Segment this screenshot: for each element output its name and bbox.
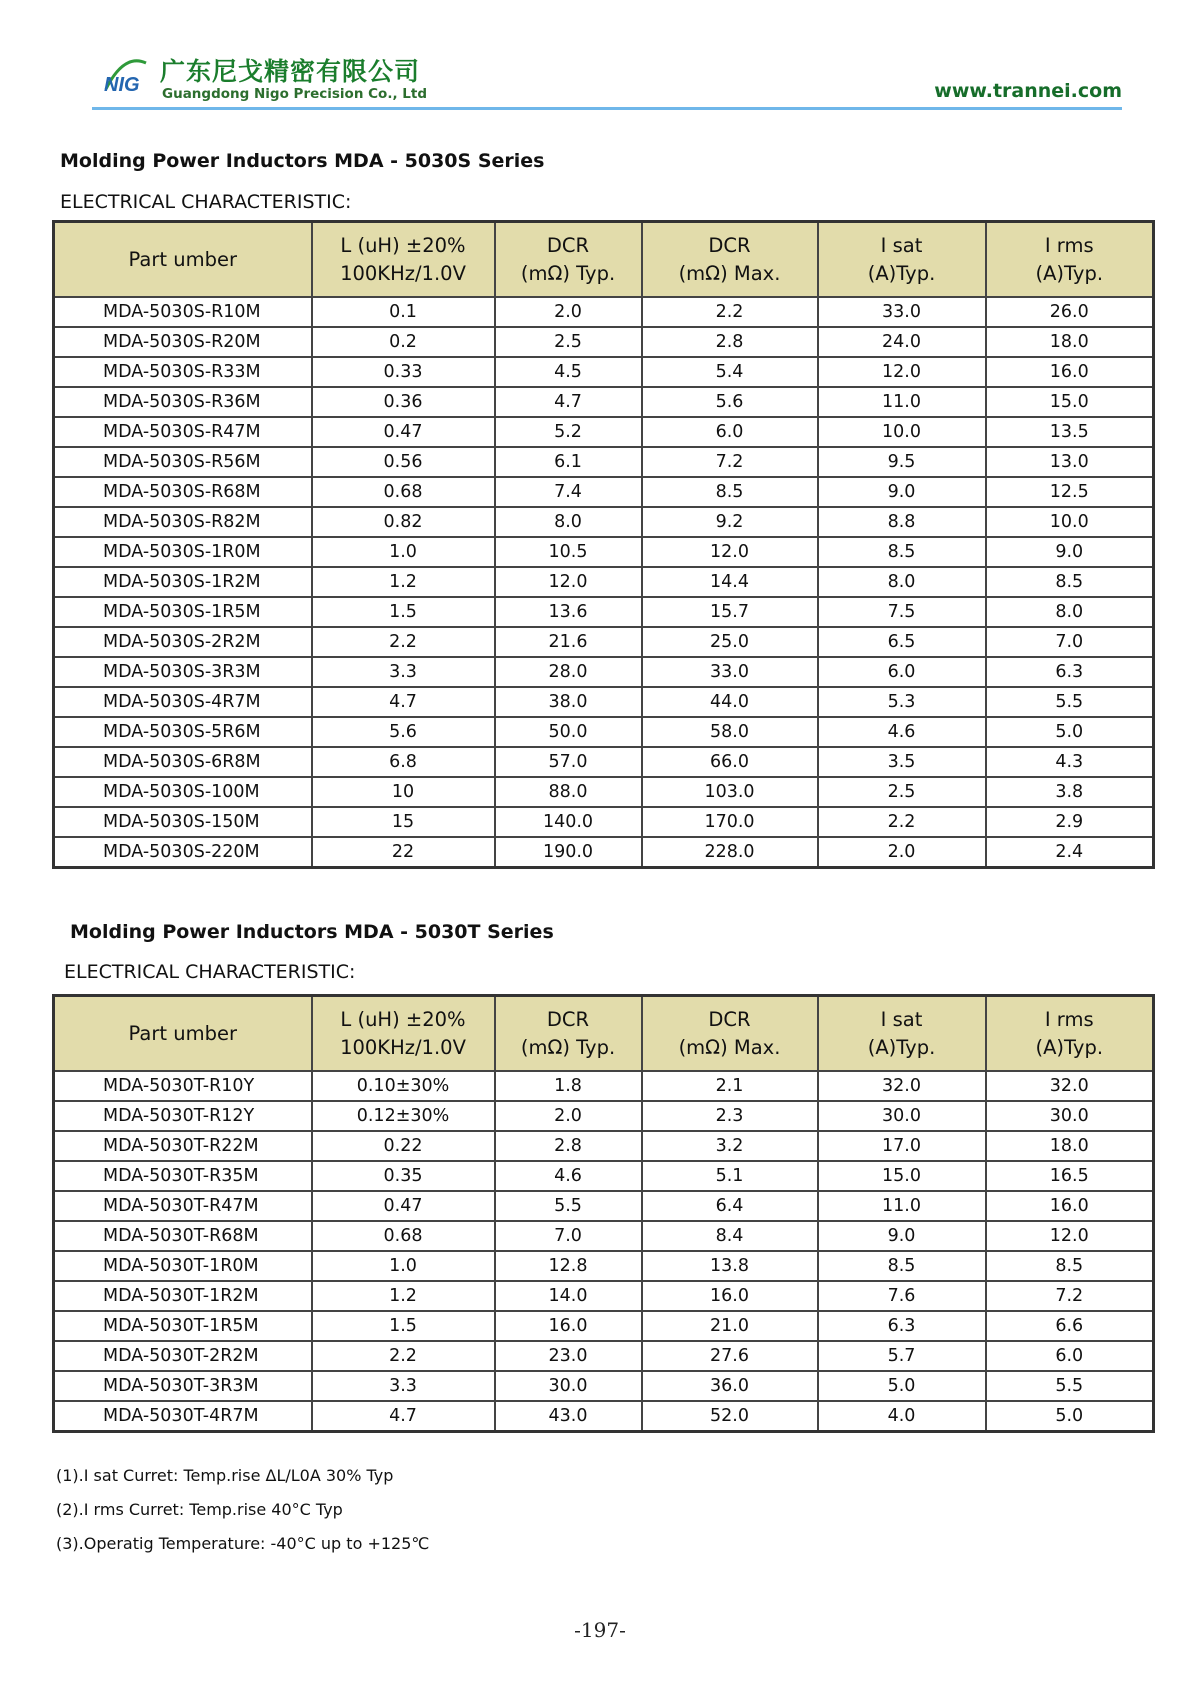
value-cell: 27.6 — [642, 1341, 818, 1371]
part-number-cell: MDA-5030T-1R2M — [54, 1281, 312, 1311]
table-row — [54, 1101, 1154, 1131]
value-cell: 14.4 — [642, 567, 818, 597]
table-row — [54, 1341, 1154, 1371]
part-number-cell: MDA-5030T-1R0M — [54, 1251, 312, 1281]
spec-table-5030t — [52, 994, 1155, 1433]
value-cell: 4.7 — [495, 387, 642, 417]
column-header — [818, 222, 986, 298]
value-cell: 10.5 — [495, 537, 642, 567]
column-header — [642, 996, 818, 1072]
value-cell: 1.5 — [312, 1311, 495, 1341]
value-cell: 1.8 — [495, 1071, 642, 1101]
part-number-cell: MDA-5030S-R36M — [54, 387, 312, 417]
value-cell: 30.0 — [986, 1101, 1154, 1131]
value-cell: 2.2 — [818, 807, 986, 837]
value-cell: 16.0 — [642, 1281, 818, 1311]
part-number-cell: MDA-5030S-150M — [54, 807, 312, 837]
value-cell: 0.35 — [312, 1161, 495, 1191]
value-cell: 21.0 — [642, 1311, 818, 1341]
value-cell: 5.5 — [495, 1191, 642, 1221]
value-cell: 17.0 — [818, 1131, 986, 1161]
column-header — [986, 996, 1154, 1072]
value-cell: 6.3 — [818, 1311, 986, 1341]
value-cell: 18.0 — [986, 1131, 1154, 1161]
table-row — [54, 837, 1154, 868]
company-logo — [102, 55, 150, 101]
value-cell: 228.0 — [642, 837, 818, 868]
table-row — [54, 447, 1154, 477]
value-cell: 2.2 — [642, 297, 818, 327]
value-cell: 15.0 — [818, 1161, 986, 1191]
logo-text: NIG — [104, 74, 140, 96]
value-cell: 1.0 — [312, 537, 495, 567]
value-cell: 140.0 — [495, 807, 642, 837]
column-header-line: Part umber — [128, 1021, 237, 1045]
table-row — [54, 327, 1154, 357]
part-number-cell: MDA-5030T-R35M — [54, 1161, 312, 1191]
table-row — [54, 1161, 1154, 1191]
value-cell: 5.6 — [312, 717, 495, 747]
column-header — [54, 996, 312, 1072]
table-row — [54, 477, 1154, 507]
value-cell: 16.0 — [986, 357, 1154, 387]
value-cell: 4.5 — [495, 357, 642, 387]
value-cell: 32.0 — [818, 1071, 986, 1101]
part-number-cell: MDA-5030S-R20M — [54, 327, 312, 357]
value-cell: 7.5 — [818, 597, 986, 627]
value-cell: 5.6 — [642, 387, 818, 417]
table-row — [54, 507, 1154, 537]
value-cell: 58.0 — [642, 717, 818, 747]
value-cell: 44.0 — [642, 687, 818, 717]
column-header-line: (A)Typ. — [1035, 1035, 1104, 1059]
value-cell: 13.8 — [642, 1251, 818, 1281]
column-header — [818, 996, 986, 1072]
table-row — [54, 567, 1154, 597]
column-header-line: I sat — [880, 1007, 923, 1031]
table-row — [54, 627, 1154, 657]
table-row — [54, 537, 1154, 567]
value-cell: 3.5 — [818, 747, 986, 777]
column-header-line: 100KHz/1.0V — [340, 261, 466, 285]
table-row — [54, 1071, 1154, 1101]
column-header-line: (mΩ) Max. — [678, 261, 781, 285]
value-cell: 11.0 — [818, 1191, 986, 1221]
section-s-title: Molding Power Inductors MDA - 5030S Series — [60, 150, 545, 172]
value-cell: 10.0 — [818, 417, 986, 447]
section-t-title: Molding Power Inductors MDA - 5030T Series — [70, 921, 554, 943]
value-cell: 14.0 — [495, 1281, 642, 1311]
value-cell: 2.8 — [642, 327, 818, 357]
value-cell: 1.2 — [312, 567, 495, 597]
column-header — [312, 222, 495, 298]
value-cell: 0.47 — [312, 1191, 495, 1221]
header-row — [54, 996, 1154, 1072]
value-cell: 8.5 — [818, 537, 986, 567]
part-number-cell: MDA-5030T-4R7M — [54, 1401, 312, 1432]
table-row — [54, 1311, 1154, 1341]
value-cell: 5.2 — [495, 417, 642, 447]
value-cell: 7.0 — [986, 627, 1154, 657]
value-cell: 0.2 — [312, 327, 495, 357]
value-cell: 12.0 — [642, 537, 818, 567]
column-header-line: L (uH) ±20% — [340, 1007, 466, 1031]
value-cell: 5.0 — [986, 1401, 1154, 1432]
part-number-cell: MDA-5030T-2R2M — [54, 1341, 312, 1371]
value-cell: 16.0 — [986, 1191, 1154, 1221]
value-cell: 8.5 — [642, 477, 818, 507]
value-cell: 0.68 — [312, 477, 495, 507]
table-row — [54, 297, 1154, 327]
value-cell: 2.8 — [495, 1131, 642, 1161]
column-header-line: (mΩ) Typ. — [520, 261, 616, 285]
value-cell: 2.0 — [495, 1101, 642, 1131]
value-cell: 6.1 — [495, 447, 642, 477]
value-cell: 4.7 — [312, 687, 495, 717]
value-cell: 10.0 — [986, 507, 1154, 537]
value-cell: 10 — [312, 777, 495, 807]
value-cell: 8.0 — [495, 507, 642, 537]
part-number-cell: MDA-5030S-3R3M — [54, 657, 312, 687]
part-number-cell: MDA-5030S-R33M — [54, 357, 312, 387]
value-cell: 9.0 — [818, 1221, 986, 1251]
value-cell: 5.4 — [642, 357, 818, 387]
value-cell: 25.0 — [642, 627, 818, 657]
value-cell: 7.2 — [642, 447, 818, 477]
column-header-line: (A)Typ. — [1035, 261, 1104, 285]
column-header — [495, 222, 642, 298]
table-row — [54, 717, 1154, 747]
value-cell: 5.3 — [818, 687, 986, 717]
value-cell: 36.0 — [642, 1371, 818, 1401]
value-cell: 8.5 — [986, 1251, 1154, 1281]
value-cell: 6.4 — [642, 1191, 818, 1221]
value-cell: 6.0 — [818, 657, 986, 687]
part-number-cell: MDA-5030S-R68M — [54, 477, 312, 507]
value-cell: 4.6 — [495, 1161, 642, 1191]
value-cell: 12.0 — [495, 567, 642, 597]
value-cell: 57.0 — [495, 747, 642, 777]
table-row — [54, 657, 1154, 687]
part-number-cell: MDA-5030T-3R3M — [54, 1371, 312, 1401]
value-cell: 52.0 — [642, 1401, 818, 1432]
column-header — [54, 222, 312, 298]
value-cell: 2.2 — [312, 1341, 495, 1371]
value-cell: 12.8 — [495, 1251, 642, 1281]
value-cell: 8.0 — [818, 567, 986, 597]
company-name-english: Guangdong Nigo Precision Co., Ltd — [162, 86, 427, 102]
part-number-cell: MDA-5030S-4R7M — [54, 687, 312, 717]
value-cell: 7.2 — [986, 1281, 1154, 1311]
value-cell: 1.0 — [312, 1251, 495, 1281]
value-cell: 8.5 — [986, 567, 1154, 597]
value-cell: 4.7 — [312, 1401, 495, 1432]
value-cell: 5.1 — [642, 1161, 818, 1191]
column-header-line: 100KHz/1.0V — [340, 1035, 466, 1059]
table-row — [54, 387, 1154, 417]
column-header-line: L (uH) ±20% — [340, 233, 466, 257]
value-cell: 15.7 — [642, 597, 818, 627]
value-cell: 15.0 — [986, 387, 1154, 417]
table-row — [54, 777, 1154, 807]
column-header-line: DCR — [546, 233, 590, 257]
table-row — [54, 357, 1154, 387]
value-cell: 190.0 — [495, 837, 642, 868]
table-row — [54, 1221, 1154, 1251]
table-row — [54, 1281, 1154, 1311]
value-cell: 5.5 — [986, 687, 1154, 717]
value-cell: 2.5 — [495, 327, 642, 357]
column-header-line: Part umber — [128, 247, 237, 271]
part-number-cell: MDA-5030T-R12Y — [54, 1101, 312, 1131]
part-number-cell: MDA-5030S-1R5M — [54, 597, 312, 627]
value-cell: 0.68 — [312, 1221, 495, 1251]
table-row — [54, 747, 1154, 777]
value-cell: 30.0 — [495, 1371, 642, 1401]
value-cell: 0.56 — [312, 447, 495, 477]
value-cell: 9.0 — [986, 537, 1154, 567]
column-header — [986, 222, 1154, 298]
note-1: (1).I sat Curret: Temp.rise ΔL/L0A 30% Typ — [56, 1466, 394, 1485]
value-cell: 0.10±30% — [312, 1071, 495, 1101]
value-cell: 9.0 — [818, 477, 986, 507]
value-cell: 11.0 — [818, 387, 986, 417]
value-cell: 5.7 — [818, 1341, 986, 1371]
value-cell: 12.5 — [986, 477, 1154, 507]
value-cell: 22 — [312, 837, 495, 868]
value-cell: 6.3 — [986, 657, 1154, 687]
table-row — [54, 807, 1154, 837]
value-cell: 2.9 — [986, 807, 1154, 837]
table-row — [54, 1131, 1154, 1161]
part-number-cell: MDA-5030T-R68M — [54, 1221, 312, 1251]
column-header-line: I sat — [880, 233, 923, 257]
table-row — [54, 417, 1154, 447]
column-header-line: (mΩ) Typ. — [520, 1035, 616, 1059]
part-number-cell: MDA-5030S-2R2M — [54, 627, 312, 657]
value-cell: 5.0 — [818, 1371, 986, 1401]
company-name-chinese: 广东尼戈精密有限公司 — [160, 57, 421, 86]
column-header-line: DCR — [708, 233, 751, 257]
value-cell: 2.1 — [642, 1071, 818, 1101]
value-cell: 16.0 — [495, 1311, 642, 1341]
value-cell: 0.33 — [312, 357, 495, 387]
value-cell: 3.2 — [642, 1131, 818, 1161]
note-3: (3).Operatig Temperature: -40°C up to +125℃ — [56, 1534, 430, 1553]
column-header-line: DCR — [546, 1007, 590, 1031]
value-cell: 12.0 — [986, 1221, 1154, 1251]
section-s-subtitle: ELECTRICAL CHARACTERISTIC: — [60, 191, 352, 213]
header-divider — [92, 107, 1122, 110]
part-number-cell: MDA-5030T-R10Y — [54, 1071, 312, 1101]
value-cell: 9.2 — [642, 507, 818, 537]
value-cell: 8.4 — [642, 1221, 818, 1251]
value-cell: 16.5 — [986, 1161, 1154, 1191]
value-cell: 3.3 — [312, 657, 495, 687]
value-cell: 23.0 — [495, 1341, 642, 1371]
spec-table-5030s — [52, 220, 1155, 869]
value-cell: 6.5 — [818, 627, 986, 657]
part-number-cell: MDA-5030S-R10M — [54, 297, 312, 327]
section-t-subtitle: ELECTRICAL CHARACTERISTIC: — [64, 961, 356, 983]
value-cell: 66.0 — [642, 747, 818, 777]
value-cell: 13.0 — [986, 447, 1154, 477]
part-number-cell: MDA-5030S-1R0M — [54, 537, 312, 567]
part-number-cell: MDA-5030T-R22M — [54, 1131, 312, 1161]
note-2: (2).I rms Curret: Temp.rise 40°C Typ — [56, 1500, 343, 1519]
value-cell: 38.0 — [495, 687, 642, 717]
website-url[interactable]: www.trannei.com — [934, 80, 1122, 102]
value-cell: 4.0 — [818, 1401, 986, 1432]
value-cell: 28.0 — [495, 657, 642, 687]
value-cell: 2.0 — [818, 837, 986, 868]
value-cell: 5.5 — [986, 1371, 1154, 1401]
value-cell: 2.0 — [495, 297, 642, 327]
value-cell: 3.8 — [986, 777, 1154, 807]
header-row — [54, 222, 1154, 298]
value-cell: 30.0 — [818, 1101, 986, 1131]
value-cell: 2.4 — [986, 837, 1154, 868]
column-header — [312, 996, 495, 1072]
part-number-cell: MDA-5030S-1R2M — [54, 567, 312, 597]
part-number-cell: MDA-5030T-1R5M — [54, 1311, 312, 1341]
value-cell: 6.0 — [642, 417, 818, 447]
part-number-cell: MDA-5030S-5R6M — [54, 717, 312, 747]
value-cell: 8.8 — [818, 507, 986, 537]
value-cell: 15 — [312, 807, 495, 837]
value-cell: 50.0 — [495, 717, 642, 747]
value-cell: 33.0 — [642, 657, 818, 687]
value-cell: 3.3 — [312, 1371, 495, 1401]
value-cell: 0.36 — [312, 387, 495, 417]
value-cell: 0.22 — [312, 1131, 495, 1161]
table-row — [54, 1251, 1154, 1281]
table-row — [54, 1191, 1154, 1221]
value-cell: 1.5 — [312, 597, 495, 627]
value-cell: 2.3 — [642, 1101, 818, 1131]
column-header — [642, 222, 818, 298]
value-cell: 24.0 — [818, 327, 986, 357]
column-header-line: (A)Typ. — [867, 261, 936, 285]
page-number: -197- — [574, 1618, 626, 1642]
value-cell: 43.0 — [495, 1401, 642, 1432]
value-cell: 6.0 — [986, 1341, 1154, 1371]
part-number-cell: MDA-5030S-220M — [54, 837, 312, 868]
value-cell: 32.0 — [986, 1071, 1154, 1101]
value-cell: 33.0 — [818, 297, 986, 327]
value-cell: 13.6 — [495, 597, 642, 627]
value-cell: 7.4 — [495, 477, 642, 507]
value-cell: 1.2 — [312, 1281, 495, 1311]
table-row — [54, 687, 1154, 717]
table-row — [54, 1401, 1154, 1432]
value-cell: 0.47 — [312, 417, 495, 447]
value-cell: 8.0 — [986, 597, 1154, 627]
value-cell: 21.6 — [495, 627, 642, 657]
table-row — [54, 597, 1154, 627]
page-header — [92, 50, 1122, 110]
column-header-line: I rms — [1044, 1007, 1094, 1031]
value-cell: 5.0 — [986, 717, 1154, 747]
value-cell: 103.0 — [642, 777, 818, 807]
value-cell: 170.0 — [642, 807, 818, 837]
value-cell: 9.5 — [818, 447, 986, 477]
value-cell: 6.6 — [986, 1311, 1154, 1341]
value-cell: 2.5 — [818, 777, 986, 807]
value-cell: 4.6 — [818, 717, 986, 747]
value-cell: 7.6 — [818, 1281, 986, 1311]
value-cell: 88.0 — [495, 777, 642, 807]
part-number-cell: MDA-5030T-R47M — [54, 1191, 312, 1221]
value-cell: 13.5 — [986, 417, 1154, 447]
value-cell: 0.82 — [312, 507, 495, 537]
value-cell: 8.5 — [818, 1251, 986, 1281]
value-cell: 6.8 — [312, 747, 495, 777]
value-cell: 26.0 — [986, 297, 1154, 327]
column-header-line: I rms — [1044, 233, 1094, 257]
value-cell: 12.0 — [818, 357, 986, 387]
table-row — [54, 1371, 1154, 1401]
column-header-line: DCR — [708, 1007, 751, 1031]
part-number-cell: MDA-5030S-R47M — [54, 417, 312, 447]
part-number-cell: MDA-5030S-100M — [54, 777, 312, 807]
value-cell: 0.1 — [312, 297, 495, 327]
column-header-line: (mΩ) Max. — [678, 1035, 781, 1059]
column-header-line: (A)Typ. — [867, 1035, 936, 1059]
value-cell: 7.0 — [495, 1221, 642, 1251]
part-number-cell: MDA-5030S-R56M — [54, 447, 312, 477]
value-cell: 2.2 — [312, 627, 495, 657]
value-cell: 18.0 — [986, 327, 1154, 357]
value-cell: 0.12±30% — [312, 1101, 495, 1131]
value-cell: 4.3 — [986, 747, 1154, 777]
part-number-cell: MDA-5030S-6R8M — [54, 747, 312, 777]
column-header — [495, 996, 642, 1072]
part-number-cell: MDA-5030S-R82M — [54, 507, 312, 537]
